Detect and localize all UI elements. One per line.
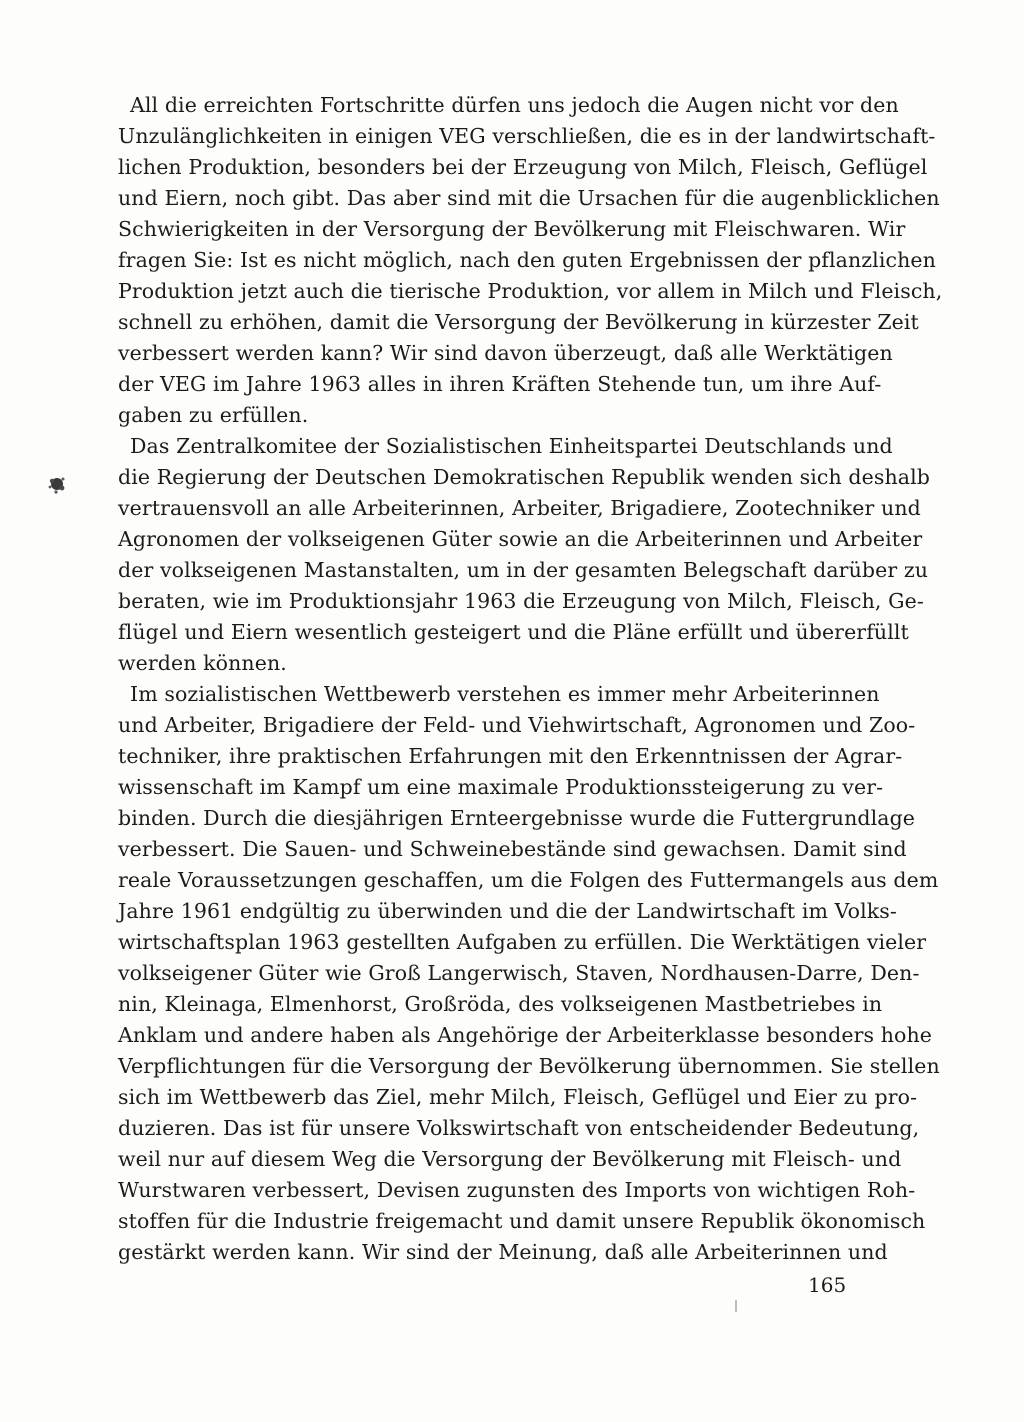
text-line: weil nur auf diesem Weg die Versorgung der Bevölkerung mit Fleisch- und (118, 1147, 902, 1171)
text-line: reale Voraussetzungen geschaffen, um die Folgen des Futtermangels aus dem (118, 868, 939, 892)
text-line: Wurstwaren verbessert, Devisen zugunsten des Imports von wichtigen Roh- (118, 1178, 916, 1202)
text-line: nin, Kleinaga, Elmenhorst, Großröda, des volkseigenen Mastbetriebes in (118, 992, 883, 1016)
text-line: wissenschaft im Kampf um eine maximale Produktionssteigerung zu ver- (118, 775, 884, 799)
text-line: schnell zu erhöhen, damit die Versorgung der Bevölkerung in kürzester Zeit (118, 310, 919, 334)
text-line: duzieren. Das ist für unsere Volkswirtschaft von entscheidender Bedeutung, (118, 1116, 920, 1140)
text-line: vertrauensvoll an alle Arbeiterinnen, Arbeiter, Brigadiere, Zootechniker und (118, 496, 921, 520)
text-line: gaben zu erfüllen. (118, 403, 309, 427)
scan-speck (735, 1300, 737, 1312)
text-line: Produktion jetzt auch die tierische Produktion, vor allem in Milch und Fleisch, (118, 279, 943, 303)
text-line: der VEG im Jahre 1963 alles in ihren Kräften Stehende tun, um ihre Auf- (118, 372, 882, 396)
text-line: Unzulänglichkeiten in einigen VEG verschließen, die es in der landwirtschaft- (118, 124, 936, 148)
text-line: gestärkt werden kann. Wir sind der Meinung, daß alle Arbeiterinnen und (118, 1240, 888, 1264)
text-line: techniker, ihre praktischen Erfahrungen mit den Erkenntnissen der Agrar- (118, 744, 903, 768)
text-line: Anklam und andere haben als Angehörige der Arbeiterklasse besonders hohe (118, 1023, 933, 1047)
ink-smudge-icon (44, 472, 70, 498)
text-line: fragen Sie: Ist es nicht möglich, nach den guten Ergebnissen der pflanzlichen (118, 248, 936, 272)
text-line: und Eiern, noch gibt. Das aber sind mit die Ursachen für die augenblicklichen (118, 186, 940, 210)
text-line: verbessert werden kann? Wir sind davon überzeugt, daß alle Werktätigen (118, 341, 893, 365)
text-line: binden. Durch die diesjährigen Ernteergebnisse wurde die Futtergrundlage (118, 806, 916, 830)
text-line: stoffen für die Industrie freigemacht und damit unsere Republik ökonomisch (118, 1209, 926, 1233)
text-line: volkseigener Güter wie Groß Langerwisch, Staven, Nordhausen-Darre, Den- (118, 961, 920, 985)
text-line: Verpflichtungen für die Versorgung der Bevölkerung übernommen. Sie stellen (118, 1054, 940, 1078)
text-line: werden können. (118, 651, 287, 675)
text-line: Schwierigkeiten in der Versorgung der Bevölkerung mit Fleischwaren. Wir (118, 217, 906, 241)
text-line: und Arbeiter, Brigadiere der Feld- und Viehwirtschaft, Agronomen und Zoo- (118, 713, 916, 737)
text-line: verbessert. Die Sauen- und Schweinebestände sind gewachsen. Damit sind (118, 837, 907, 861)
text-line: All die erreichten Fortschritte dürfen uns jedoch die Augen nicht vor den (130, 93, 899, 117)
text-line: lichen Produktion, besonders bei der Erzeugung von Milch, Fleisch, Geflügel (118, 155, 928, 179)
text-line: Jahre 1961 endgültig zu überwinden und die der Landwirtschaft im Volks- (118, 899, 897, 923)
text-line: Im sozialistischen Wettbewerb verstehen es immer mehr Arbeiterinnen (130, 682, 880, 706)
text-line: beraten, wie im Produktionsjahr 1963 die Erzeugung von Milch, Fleisch, Ge- (118, 589, 924, 613)
text-line: der volkseigenen Mastanstalten, um in der gesamten Belegschaft darüber zu (118, 558, 929, 582)
body-text (118, 90, 943, 1268)
text-line: wirtschaftsplan 1963 gestellten Aufgaben zu erfüllen. Die Werktätigen vieler (118, 930, 927, 954)
text-line: flügel und Eiern wesentlich gesteigert und die Pläne erfüllt und übererfüllt (118, 620, 909, 644)
page-number: 165 (808, 1273, 847, 1297)
text-line: Das Zentralkomitee der Sozialistischen Einheitspartei Deutschlands und (130, 434, 893, 458)
text-line: die Regierung der Deutschen Demokratischen Republik wenden sich deshalb (118, 465, 931, 489)
text-line: Agronomen der volkseigenen Güter sowie an die Arbeiterinnen und Arbeiter (118, 527, 923, 551)
text-line: sich im Wettbewerb das Ziel, mehr Milch, Fleisch, Geflügel und Eier zu pro- (118, 1085, 918, 1109)
